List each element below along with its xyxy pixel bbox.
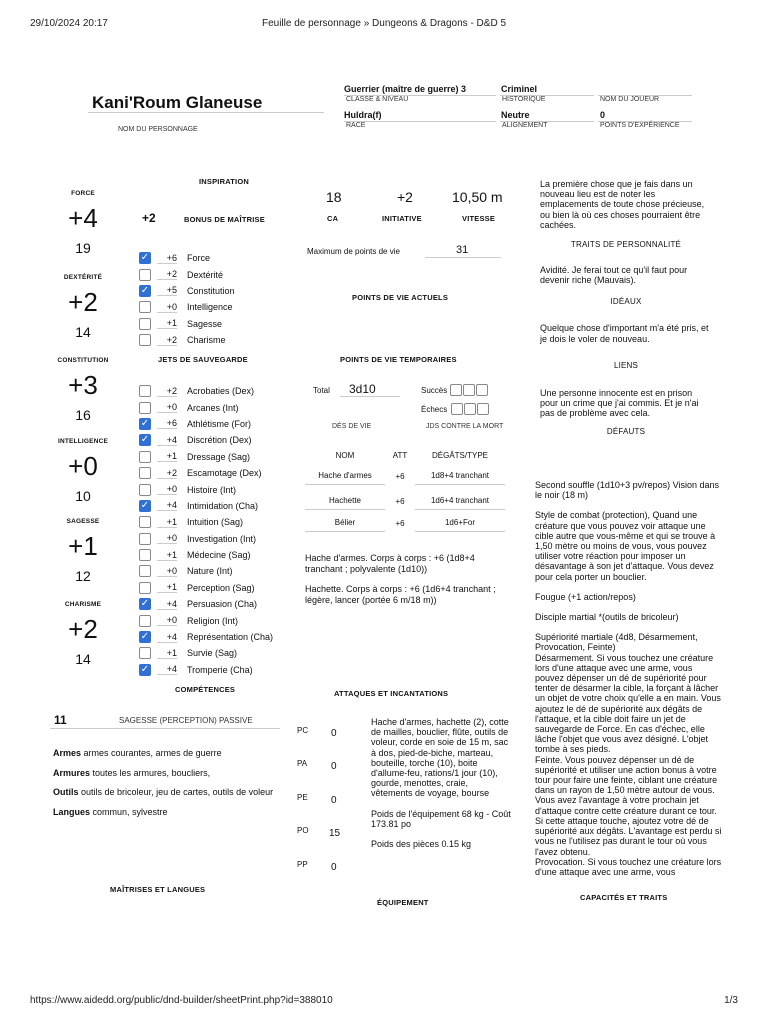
attacks-header-dmg: DÉGÂTS/TYPE	[431, 451, 488, 460]
speed-label: VITESSE	[462, 214, 496, 223]
background-label: HISTORIQUE	[502, 96, 546, 103]
attack-damage: 1d8+4 tranchant	[415, 471, 505, 485]
skill-checkbox[interactable]	[139, 647, 151, 659]
skill-name: Survie (Sag)	[187, 648, 238, 659]
ability-block-force	[38, 190, 128, 256]
coin-value: 0	[331, 728, 337, 739]
skill-row	[139, 481, 299, 497]
equipment-label: ÉQUIPEMENT	[377, 898, 429, 907]
skill-modifier: +1	[157, 451, 177, 462]
ability-modifier: +2	[68, 287, 98, 317]
ability-modifier: +4	[68, 203, 98, 233]
save-row-constitution	[139, 283, 289, 299]
skill-modifier: +4	[157, 599, 177, 610]
inspiration-label: INSPIRATION	[199, 177, 249, 186]
passive-perception-value: 11	[54, 713, 67, 727]
skill-checkbox[interactable]	[139, 565, 151, 577]
skill-row	[139, 580, 299, 596]
coin-row-po	[297, 826, 340, 839]
skill-checkbox[interactable]: ✓	[140, 631, 150, 643]
hp-max-underline	[425, 257, 501, 258]
save-modifier: +5	[157, 285, 177, 296]
save-modifier: +1	[157, 318, 177, 329]
ability-label: CHARISME	[64, 601, 102, 608]
alignment-label: ALIGNEMENT	[502, 122, 548, 129]
attack-name: Hache d'armes	[305, 471, 385, 485]
ability-score: 19	[75, 240, 91, 256]
save-checkbox[interactable]: ✓	[140, 284, 150, 296]
ability-label: INTELLIGENCE	[57, 438, 109, 445]
coin-row-pc	[297, 726, 337, 739]
skill-name: Représentation (Cha)	[187, 632, 274, 643]
attacks-label: ATTAQUES ET INCANTATIONS	[334, 689, 449, 698]
saving-throws-list	[139, 250, 289, 348]
save-name: Dextérité	[187, 269, 224, 280]
proficiency-key: Armures	[53, 767, 91, 778]
ability-label: CONSTITUTION	[57, 357, 109, 364]
death-save-successes	[421, 384, 488, 396]
personality-block	[540, 179, 712, 436]
coin-label: PO	[297, 826, 309, 835]
bonds-label: LIENS	[613, 360, 639, 370]
failure-box[interactable]	[477, 403, 489, 415]
skill-checkbox[interactable]	[139, 385, 151, 397]
skill-checkbox[interactable]: ✓	[140, 499, 150, 511]
attack-name: Hachette	[305, 496, 385, 510]
race-value: Huldra(f)	[344, 110, 382, 120]
coin-label: PP	[297, 860, 308, 869]
features-label: CAPACITÉS ET TRAITS	[580, 893, 668, 902]
saving-throws-label: JETS DE SAUVEGARDE	[158, 355, 248, 364]
coin-value: 0	[331, 795, 337, 806]
proficiency-bonus-value: +2	[142, 211, 156, 225]
attack-bonus: +6	[395, 496, 405, 506]
print-datetime: 29/10/2024 20:17	[30, 18, 108, 29]
flaws-text: Une personne innocente est en prison pour un crime que j'ai commis. Et je n'ai pas de problème avec cela.	[540, 387, 699, 419]
proficiency-armes	[53, 748, 283, 759]
save-checkbox[interactable]	[139, 334, 151, 346]
skill-name: Escamotage (Dex)	[187, 468, 262, 479]
skill-modifier: +0	[157, 484, 177, 495]
ability-label: DEXTÉRITÉ	[63, 274, 103, 281]
skill-row	[139, 612, 299, 628]
attacks-header-att: ATT	[392, 451, 408, 460]
skill-row	[139, 645, 299, 661]
coin-label: PC	[297, 726, 309, 735]
attack-damage: 1d6+For	[415, 518, 505, 532]
skill-checkbox[interactable]: ✓	[140, 598, 150, 610]
feature-paragraph: Style de combat (protection), Quand une créature que vous pouvez voir attaque une cible autre que vous-même et qui se trouve à 1,50 mètre ou moins de vous, vous pouvez utiliser votre réaction pour imposer un désavantage à son jet d'attaque. Vous devez pour cela porter un bouclier.	[535, 510, 716, 582]
attack-note: Hache d'armes. Corps à corps : +6 (1d8+4 tranchant ; polyvalente (1d10))	[305, 553, 475, 574]
death-saves-label: JDS CONTRE LA MORT	[426, 423, 504, 430]
feature-paragraph: Fougue (+1 action/repos)	[535, 591, 636, 602]
coin-row-pa	[297, 759, 337, 772]
skill-modifier: +0	[157, 566, 177, 577]
hit-dice-label: DÉS DE VIE	[332, 423, 372, 430]
skill-name: Arcanes (Int)	[187, 402, 239, 413]
skill-name: Acrobaties (Dex)	[187, 386, 255, 397]
skill-row	[139, 629, 299, 645]
hp-temp-label: POINTS DE VIE TEMPORAIRES	[340, 355, 457, 364]
ability-block-constitution	[38, 357, 128, 423]
skill-modifier: +1	[157, 648, 177, 659]
skill-name: Religion (Int)	[187, 615, 239, 626]
feature-paragraph: Supériorité martiale (4d8, Désarmement, Provocation, Feinte) Désarmement. Si vous touchez une créature lors d'une attaque avec une arme, vous pouvez dépenser un dé de supériorité pour tenter de désarmer la cible, la forçant à lâcher un objet de votre choix qu'elle a en main. Vous ajoutez le dé de supériorité aux dégâts de l'attaque, et la cible doit faire un jet de sauvegarde de Force. En cas d'échec, elle lâche l'objet que vous avez désigné. L'objet tombe à ses pieds. Feinte. Vous pouvez dépenser un dé de supériorité et utiliser une action bonus à votre tour pour faire une feinte, ciblant une créature dans un rayon de 1,50 mètre autour de vous. Vous avez l'avantage à votre prochain jet d'attaque contre cette créature durant ce tour. Si cette attaque touche, ajoutez votre dé de supériorité aux dégâts. L'avantage est perdu si vous ne l'utilisez pas durant le tour où vous l'avez obtenu. Provocation. Si vous touchez une créature lors d'une attaque avec une arme, vous	[535, 632, 722, 877]
attacks-header-name: NOM	[335, 451, 355, 460]
coins-weight: Poids des pièces 0.15 kg	[371, 839, 472, 850]
save-modifier: +2	[157, 269, 177, 280]
alignment-value: Neutre	[501, 110, 530, 120]
coin-value: 15	[329, 828, 341, 839]
skill-modifier: +0	[157, 402, 177, 413]
skill-name: Discrétion (Dex)	[187, 435, 252, 446]
ability-modifier: +1	[68, 531, 98, 561]
ability-label: FORCE	[71, 190, 95, 197]
equipment-weight: Poids de l'équipement 68 kg - Coût 173.81 po	[371, 808, 511, 829]
skill-name: Intimidation (Cha)	[187, 500, 259, 511]
skill-row	[139, 449, 299, 465]
skill-checkbox[interactable]: ✓	[140, 434, 150, 446]
xp-label: POINTS D'EXPÉRIENCE	[600, 122, 680, 129]
attack-bonus: +6	[395, 518, 405, 528]
character-name: Kani'Roum Glaneuse	[92, 93, 263, 112]
skill-row	[139, 531, 299, 547]
race-underline	[344, 121, 496, 122]
proficiency-outils	[53, 787, 283, 798]
skill-checkbox[interactable]: ✓	[140, 663, 150, 675]
skill-modifier: +4	[157, 632, 177, 643]
save-row-dexterite	[139, 266, 289, 282]
skill-row	[139, 383, 299, 399]
skill-modifier: +6	[157, 418, 177, 429]
save-name: Sagesse	[187, 318, 223, 329]
attack-notes	[305, 553, 505, 605]
ability-block-charisme	[38, 601, 128, 667]
success-box[interactable]	[463, 384, 475, 396]
skill-name: Intuition (Sag)	[187, 517, 244, 528]
success-label: Succès	[421, 385, 448, 395]
hp-current-label: POINTS DE VIE ACTUELS	[352, 293, 449, 302]
skill-name: Médecine (Sag)	[187, 550, 251, 561]
ability-block-dexterite	[38, 274, 128, 340]
skill-name: Persuasion (Cha)	[187, 599, 258, 610]
ability-block-intelligence	[38, 438, 128, 504]
skill-checkbox[interactable]	[139, 582, 151, 594]
attack-damage: 1d6+4 tranchant	[415, 496, 505, 510]
save-modifier: +2	[157, 335, 177, 346]
failure-box[interactable]	[464, 403, 476, 415]
skill-checkbox[interactable]	[139, 451, 151, 463]
skill-modifier: +0	[157, 533, 177, 544]
proficiency-key: Langues	[53, 806, 91, 817]
success-box[interactable]	[450, 384, 462, 396]
skill-row	[139, 416, 299, 432]
skill-checkbox[interactable]	[139, 549, 151, 561]
coin-row-pp	[297, 860, 337, 873]
ability-modifier: +3	[68, 370, 98, 400]
initiative-value: +2	[397, 189, 413, 205]
skills-label: COMPÉTENCES	[175, 685, 236, 694]
save-checkbox[interactable]	[139, 318, 151, 330]
passive-perception-label: SAGESSE (PERCEPTION) PASSIVE	[119, 716, 253, 725]
proficiency-langues	[53, 807, 283, 818]
skill-row	[139, 399, 299, 415]
skill-row	[139, 498, 299, 514]
proficiencies-label: MAÎTRISES ET LANGUES	[110, 885, 206, 894]
failure-box[interactable]	[451, 403, 463, 415]
flaws-label: DÉFAUTS	[606, 427, 646, 437]
attack-name: Bélier	[305, 518, 385, 532]
xp-value: 0	[600, 110, 606, 120]
save-modifier: +6	[157, 253, 177, 264]
passive-underline	[50, 728, 280, 729]
save-row-force	[139, 250, 289, 266]
ability-score: 14	[75, 651, 91, 667]
armor-class-value: 18	[326, 189, 342, 205]
ability-block-sagesse	[38, 518, 128, 584]
personality-traits: La première chose que je fais dans un nouveau lieu est de noter les emplacements de toute chose précieuse, ou bien là où ces choses pourraient être cachées.	[540, 179, 705, 230]
proficiency-armures	[53, 768, 283, 779]
skill-checkbox[interactable]	[139, 467, 151, 479]
class-level-value: Guerrier (maître de guerre) 3	[344, 84, 467, 94]
skill-modifier: +0	[157, 615, 177, 626]
print-url[interactable]: https://www.aidedd.org/public/dnd-builder/sheetPrint.php?id=388010	[30, 995, 333, 1006]
skills-list	[139, 383, 299, 678]
save-name: Intelligence	[187, 302, 233, 313]
ability-score: 12	[75, 568, 91, 584]
ability-score: 16	[75, 407, 91, 423]
skill-modifier: +1	[157, 550, 177, 561]
coin-value: 0	[331, 761, 337, 772]
traits-label: TRAITS DE PERSONNALITÉ	[570, 240, 682, 250]
hit-dice-total-value: 3d10	[349, 382, 376, 396]
coin-label: PE	[297, 793, 308, 802]
ability-score: 14	[75, 324, 91, 340]
skill-checkbox[interactable]	[139, 484, 151, 496]
coin-value: 0	[331, 862, 337, 873]
skill-row	[139, 596, 299, 612]
skill-checkbox[interactable]	[139, 516, 151, 528]
proficiency-key: Outils	[53, 787, 79, 797]
proficiency-text: commun, sylvestre	[92, 806, 168, 817]
skill-name: Dressage (Sag)	[187, 451, 251, 462]
skill-row	[139, 547, 299, 563]
attack-row	[305, 492, 505, 514]
save-name: Constitution	[187, 285, 235, 296]
hit-dice-underline	[340, 396, 400, 397]
skill-checkbox[interactable]	[139, 533, 151, 545]
skill-modifier: +1	[157, 517, 177, 528]
ability-label: SAGESSE	[66, 518, 100, 525]
character-name-label: NOM DU PERSONNAGE	[118, 126, 198, 133]
save-name: Force	[187, 253, 211, 264]
skill-modifier: +2	[157, 468, 177, 479]
proficiency-bonus-label: BONUS DE MAÎTRISE	[184, 215, 265, 224]
save-row-intelligence	[139, 299, 289, 315]
attack-row	[305, 467, 505, 489]
skill-name: Perception (Sag)	[187, 582, 255, 593]
name-underline	[88, 112, 324, 113]
proficiencies-block	[53, 748, 283, 817]
save-checkbox[interactable]	[139, 301, 151, 313]
proficiency-text: toutes les armures, boucliers,	[92, 767, 211, 778]
race-label: RACE	[346, 122, 366, 129]
skill-modifier: +4	[157, 500, 177, 511]
player-name-label: NOM DU JOUEUR	[600, 96, 660, 103]
attack-row	[305, 514, 505, 536]
skill-modifier: +1	[157, 582, 177, 593]
attacks-table	[305, 451, 505, 536]
armor-class-label: CA	[327, 214, 339, 223]
proficiency-key: Armes	[53, 748, 82, 758]
ability-modifier: +2	[68, 614, 98, 644]
print-page-number: 1/3	[724, 995, 738, 1006]
proficiency-text: armes courantes, armes de guerre	[83, 748, 222, 758]
skill-name: Histoire (Int)	[187, 484, 237, 495]
speed-value: 10,50 m	[452, 189, 503, 205]
ability-modifier: +0	[68, 451, 98, 481]
hit-dice-total-label: Total	[313, 386, 330, 395]
equipment-items: Hache d'armes, hachette (2), cotte de mailles, bouclier, flûte, outils de voleur, corde en soie de 15 m, sac à dos, pied-de-biche, marteau, bouteille, torche (10), boite d'allume-feu, rations/1 jour (10), gourde, menottes, craie, vêtements de voyage, bourse	[371, 717, 509, 799]
attack-bonus: +6	[395, 471, 405, 481]
coin-label: PA	[297, 759, 308, 768]
skill-name: Investigation (Int)	[187, 533, 257, 544]
initiative-label: INITIATIVE	[382, 214, 422, 223]
save-checkbox[interactable]: ✓	[140, 252, 150, 264]
equipment-block	[371, 717, 511, 849]
features-block	[535, 480, 723, 877]
feature-paragraph: Disciple martial *(outils de bricoleur)	[535, 612, 679, 623]
save-row-charisme	[139, 332, 289, 348]
coin-row-pe	[297, 793, 337, 806]
save-name: Charisme	[187, 335, 226, 346]
class-level-label: CLASSE & NIVEAU	[346, 96, 409, 103]
skill-row	[139, 662, 299, 678]
ability-score: 10	[75, 488, 91, 504]
skill-modifier: +2	[157, 386, 177, 397]
skill-checkbox[interactable]: ✓	[140, 417, 150, 429]
hp-max-label: Maximum de points de vie	[307, 247, 400, 256]
attack-note: Hachette. Corps à corps : +6 (1d6+4 tranchant ; légère, lancer (portée 6 m/18 m))	[305, 584, 496, 605]
proficiency-text: outils de bricoleur, jeu de cartes, outils de voleur	[81, 787, 274, 797]
save-modifier: +0	[157, 302, 177, 313]
background-value: Criminel	[501, 84, 538, 94]
skill-row	[139, 563, 299, 579]
failure-label: Échecs	[421, 404, 448, 414]
skill-row	[139, 465, 299, 481]
skill-name: Tromperie (Cha)	[187, 664, 253, 675]
save-row-sagesse	[139, 316, 289, 332]
success-box[interactable]	[476, 384, 488, 396]
feature-paragraph: Second souffle (1d10+3 pv/repos) Vision dans le noir (18 m)	[535, 480, 720, 501]
skill-row	[139, 432, 299, 448]
skill-name: Nature (Int)	[187, 566, 233, 577]
ideals-text: Avidité. Je ferai tout ce qu'il faut pour devenir riche (Mauvais).	[540, 265, 688, 286]
ideals-label: IDÉAUX	[610, 297, 642, 307]
skill-row	[139, 514, 299, 530]
skill-name: Athlétisme (For)	[187, 418, 252, 429]
skill-checkbox[interactable]	[139, 615, 151, 627]
bonds-text: Quelque chose d'important m'a été pris, et je dois le voler de nouveau.	[540, 323, 709, 344]
save-checkbox[interactable]	[139, 269, 151, 281]
print-title: Feuille de personnage » Dungeons & Dragons - D&D 5	[261, 18, 507, 29]
skill-modifier: +4	[157, 435, 177, 446]
skill-modifier: +4	[157, 664, 177, 675]
attacks-header	[305, 451, 505, 463]
skill-checkbox[interactable]	[139, 402, 151, 414]
hp-max-value: 31	[456, 244, 469, 256]
death-save-failures	[421, 403, 489, 415]
